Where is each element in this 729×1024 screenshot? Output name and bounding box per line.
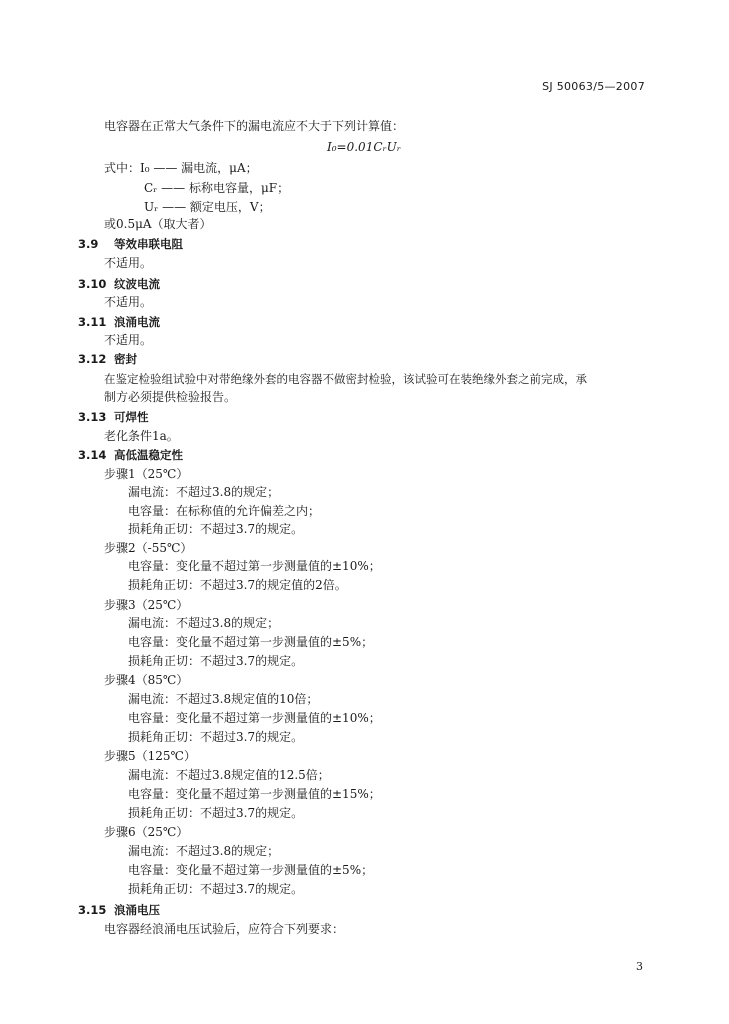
section-heading [78,236,183,252]
section-number: 3.11 [78,315,107,329]
step-criterion: 电容量：变化量不超过第一步测量值的±15%； [128,787,381,801]
step-criterion: 损耗角正切：不超过3.7的规定。 [128,806,304,820]
section-number: 3.9 [78,237,99,251]
body-line: 或0.5μA（取大者） [104,217,212,231]
section-title: 浪涌电流 [114,315,160,329]
step-criterion: 损耗角正切：不超过3.7的规定。 [128,730,304,744]
step-criterion: 漏电流：不超过3.8规定值的10倍； [128,692,319,706]
formula: I₀=0.01CᵣUᵣ [327,140,401,154]
section-heading [78,351,137,367]
body-line: 不适用。 [104,333,153,347]
variable-definition: 式中：I₀ —— 漏电流，μA； [104,161,258,175]
step-criterion: 漏电流：不超过3.8的规定； [128,616,280,630]
step-criterion: 电容量：变化量不超过第一步测量值的±5%； [128,635,374,649]
body-line: 不适用。 [104,295,153,309]
section-title: 高低温稳定性 [114,448,183,462]
step-criterion: 电容量：变化量不超过第一步测量值的±10%； [128,711,381,725]
section-heading [78,314,160,330]
variable-definition: Uᵣ —— 额定电压，V； [144,200,271,214]
step-criterion: 漏电流：不超过3.8规定值的12.5倍； [128,768,330,782]
body-line: 老化条件1a。 [104,429,179,443]
step-criterion: 损耗角正切：不超过3.7的规定。 [128,654,304,668]
section-heading [78,902,160,918]
variable-definition: Cᵣ —— 标称电容量，μF； [144,181,290,195]
step-criterion: 损耗角正切：不超过3.7的规定。 [128,522,304,536]
step-heading: 步骤4（85℃） [104,673,189,687]
step-criterion: 漏电流：不超过3.8的规定； [128,844,280,858]
section-heading [78,447,183,463]
body-line: 不适用。 [104,256,153,270]
step-criterion: 电容量：变化量不超过第一步测量值的±10%； [128,559,381,573]
document-number-header: SJ 50063/5—2007 [542,80,645,93]
page-number: 3 [636,960,643,973]
section-title: 浪涌电压 [114,903,160,917]
step-heading: 步骤6（25℃） [104,825,189,839]
section-heading [78,409,149,425]
step-heading: 步骤2（-55℃） [104,541,193,555]
step-criterion: 漏电流：不超过3.8的规定； [128,485,280,499]
body-line: 电容器经浪涌电压试验后，应符合下列要求： [104,922,345,936]
section-number: 3.10 [78,277,107,291]
section-number: 3.12 [78,352,107,366]
section-title: 可焊性 [114,410,149,424]
step-heading: 步骤5（125℃） [104,749,196,763]
section-number: 3.14 [78,448,107,462]
section-heading [78,276,160,292]
step-criterion: 损耗角正切：不超过3.7的规定值的2倍。 [128,578,347,592]
section-number: 3.15 [78,903,107,917]
section-title: 纹波电流 [114,277,160,291]
step-criterion: 电容量：在标称值的允许偏差之内； [128,504,321,518]
section-title: 等效串联电阻 [114,237,183,251]
step-criterion: 电容量：变化量不超过第一步测量值的±5%； [128,863,374,877]
section-number: 3.13 [78,410,107,424]
section-title: 密封 [114,352,137,366]
body-line: 电容器在正常大气条件下的漏电流应不大于下列计算值： [104,119,405,133]
step-heading: 步骤1（25℃） [104,467,189,481]
step-heading: 步骤3（25℃） [104,598,189,612]
step-criterion: 损耗角正切：不超过3.7的规定。 [128,882,304,896]
body-line: 在鉴定检验组试验中对带绝缘外套的电容器不做密封检验，该试验可在装绝缘外套之前完成，承 [104,372,587,386]
body-line: 制方必须提供检验报告。 [104,390,237,404]
